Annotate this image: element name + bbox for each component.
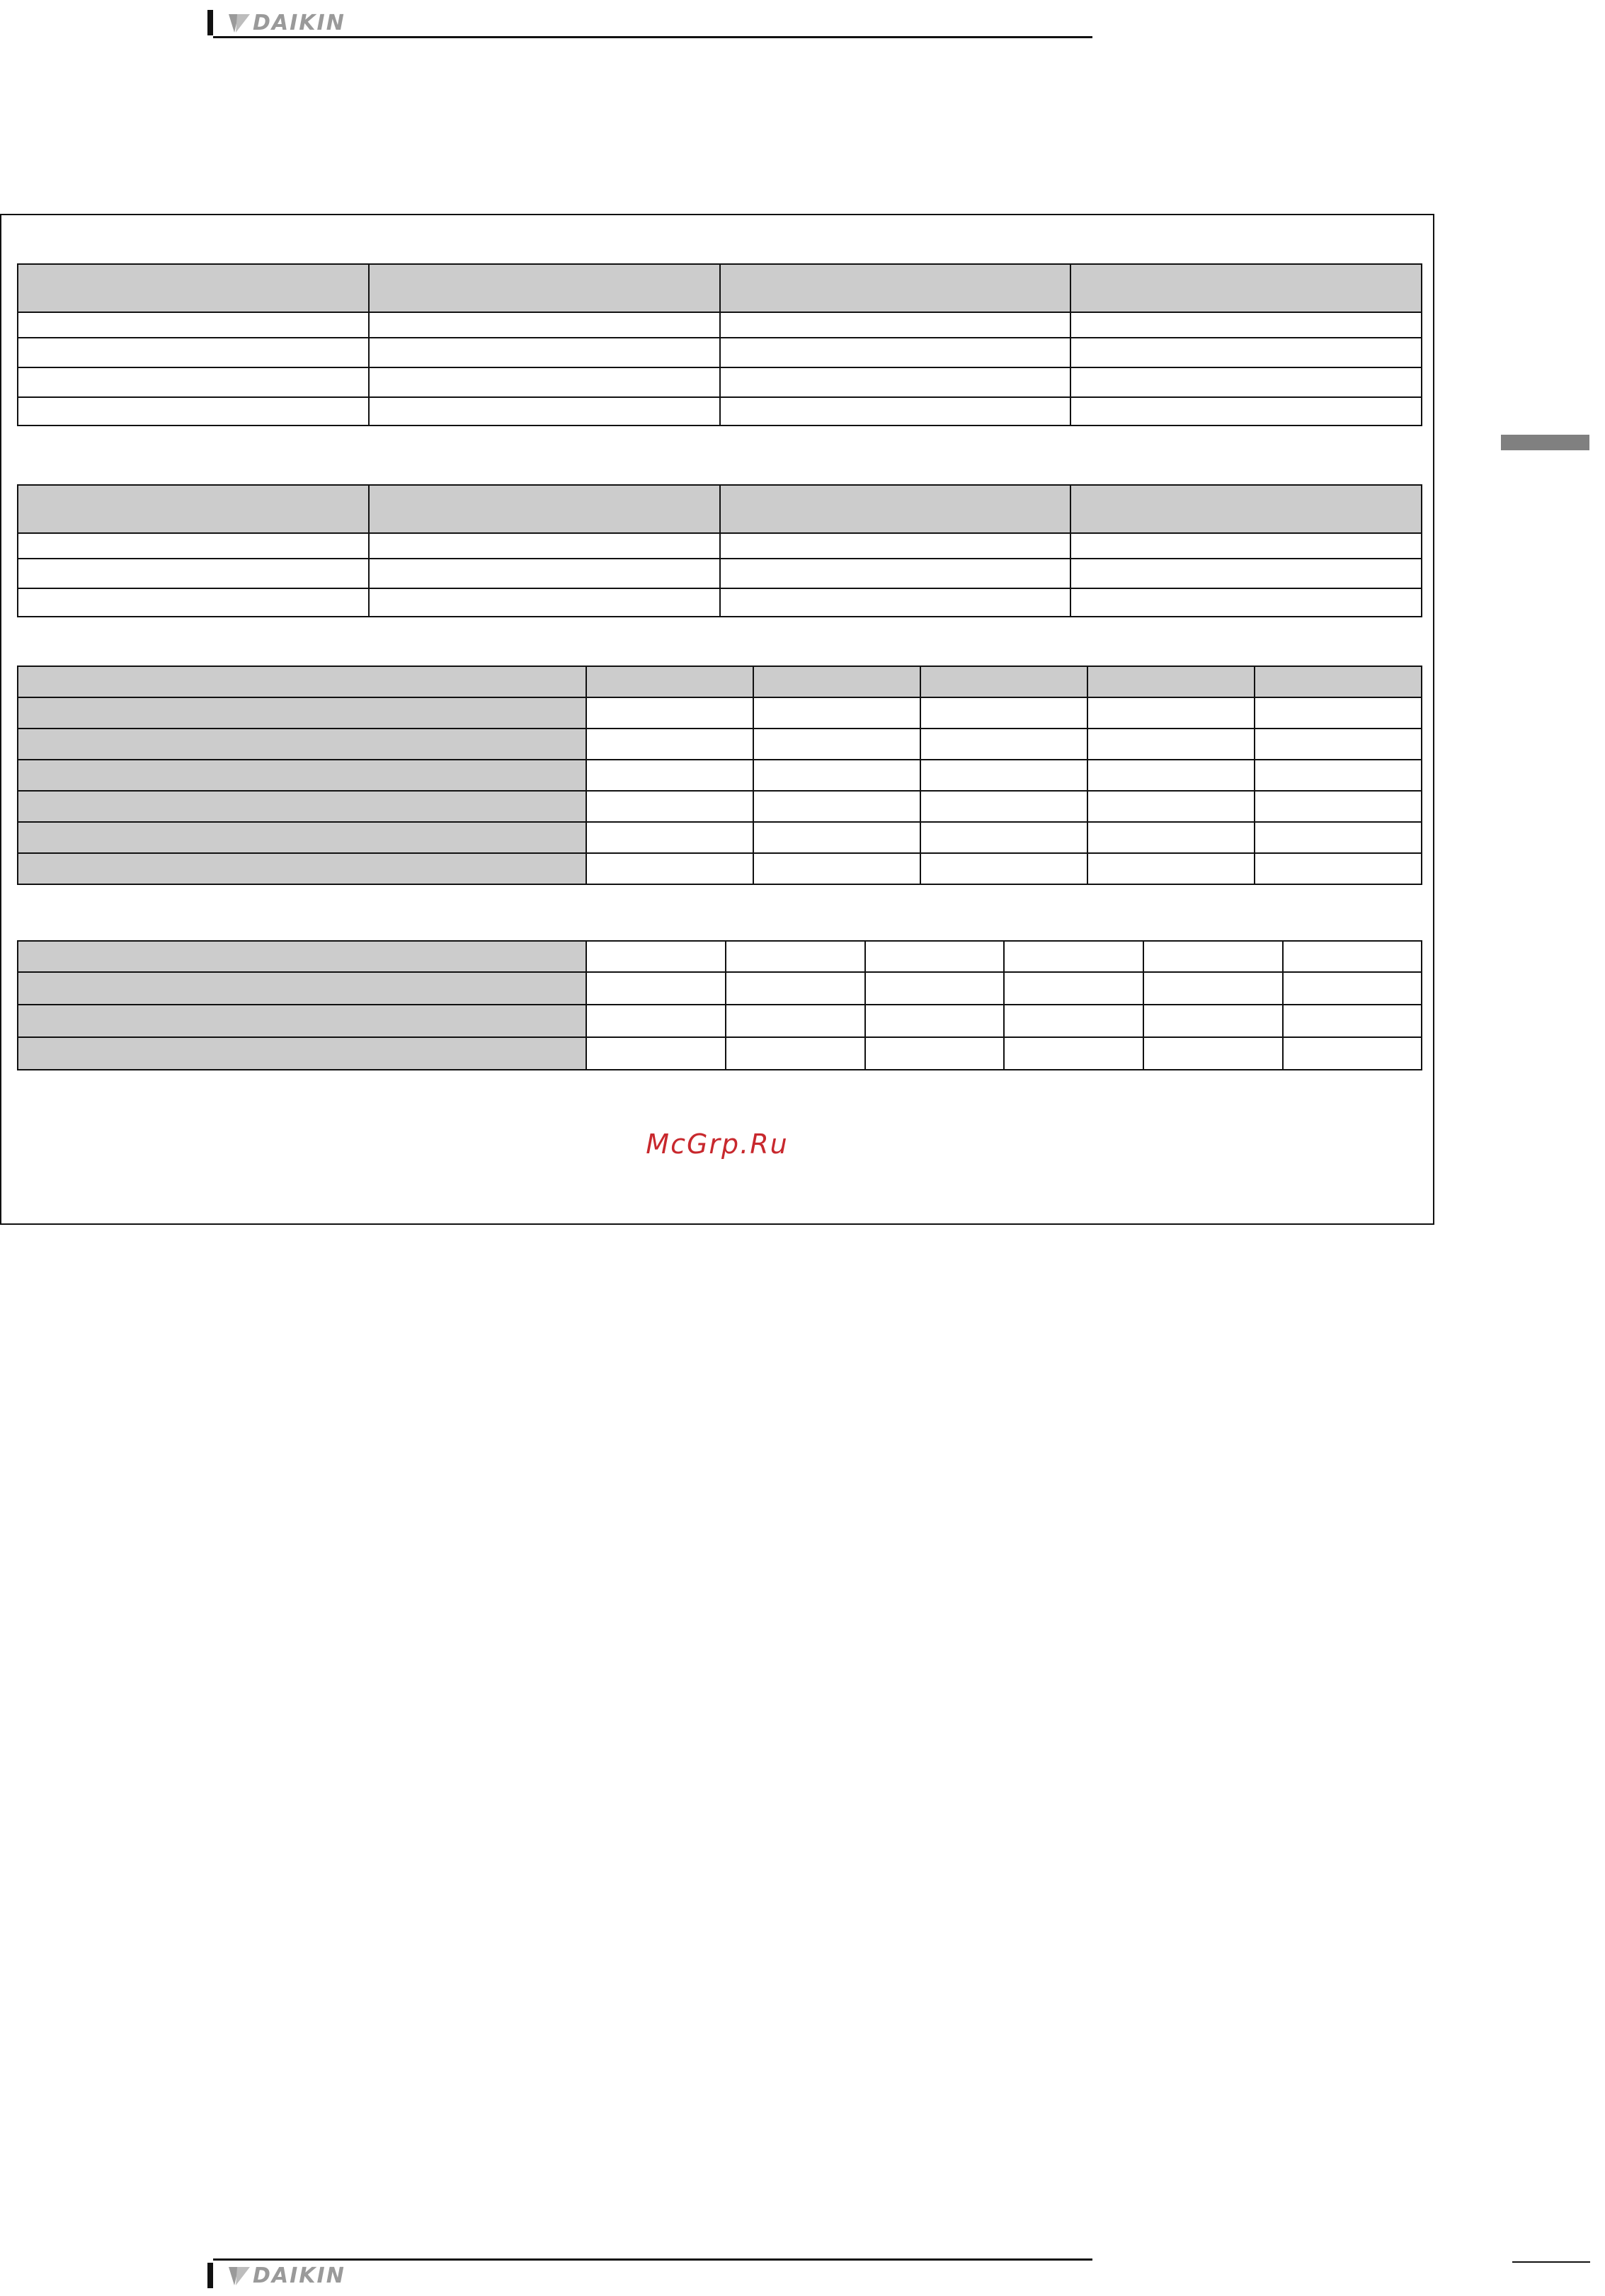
table-cell <box>720 367 1071 397</box>
table-cell <box>1070 312 1422 338</box>
header-cell <box>1087 666 1255 697</box>
header-brand-text: DAIKIN <box>253 11 345 35</box>
header-cell <box>369 485 720 533</box>
daikin-logo <box>229 11 345 35</box>
table-cell <box>369 397 720 425</box>
header-cell <box>1255 666 1422 697</box>
table-cell <box>18 338 369 367</box>
table-cell <box>753 822 920 853</box>
table-cell <box>1087 822 1255 853</box>
table-cell <box>720 588 1071 617</box>
table-cell <box>1070 338 1422 367</box>
table-cell <box>18 559 369 588</box>
table-cell <box>1004 1005 1143 1037</box>
table-cell <box>1255 729 1422 760</box>
row-label-cell <box>18 822 586 853</box>
table-cell <box>753 729 920 760</box>
table-cell <box>369 367 720 397</box>
table-cell <box>586 1037 726 1070</box>
footer-bar-mark <box>207 2263 213 2288</box>
table-cell <box>920 729 1087 760</box>
page-number-rule <box>1512 2261 1590 2263</box>
table-cell <box>18 367 369 397</box>
table-row <box>18 853 1422 884</box>
table-cell <box>369 559 720 588</box>
table-cell <box>1087 791 1255 822</box>
table-row <box>18 367 1422 397</box>
table-cell <box>18 312 369 338</box>
table-cell <box>865 941 1005 972</box>
header-brand-bar <box>207 10 1092 38</box>
table-cell <box>753 760 920 791</box>
table-row <box>18 559 1422 588</box>
table-cell <box>369 588 720 617</box>
row-label-cell <box>18 853 586 884</box>
header-cell <box>920 666 1087 697</box>
daikin-logo-icon <box>229 13 250 34</box>
spec-table-1 <box>17 263 1422 426</box>
table-cell <box>920 760 1087 791</box>
footer-brand-text: DAIKIN <box>253 2263 345 2288</box>
table-cell <box>586 853 753 884</box>
table-cell <box>1283 1005 1422 1037</box>
table-cell <box>920 853 1087 884</box>
header-cell <box>1070 264 1422 312</box>
table-cell <box>586 941 726 972</box>
table-row <box>18 312 1422 338</box>
table-row <box>18 588 1422 617</box>
header-cell <box>586 666 753 697</box>
header-cell <box>720 485 1071 533</box>
table-cell <box>369 338 720 367</box>
table-cell <box>586 729 753 760</box>
table-row <box>18 697 1422 729</box>
daikin-logo-icon <box>229 2266 250 2287</box>
table-cell <box>1070 533 1422 559</box>
header-bar-mark <box>207 10 213 35</box>
table-cell <box>726 941 865 972</box>
row-label-cell <box>18 972 586 1005</box>
table-cell <box>586 1005 726 1037</box>
table-cell <box>1070 367 1422 397</box>
table-cell <box>920 822 1087 853</box>
table-cell <box>1143 941 1283 972</box>
table-cell <box>1255 791 1422 822</box>
content-frame <box>0 214 1434 1225</box>
header-rule <box>213 36 1092 38</box>
header-cell <box>753 666 920 697</box>
header-cell <box>18 941 586 972</box>
table-cell <box>18 397 369 425</box>
footer-rule <box>213 2258 1092 2261</box>
row-label-cell <box>18 729 586 760</box>
header-cell <box>18 485 369 533</box>
table-cell <box>1255 853 1422 884</box>
table-cell <box>586 822 753 853</box>
table-cell <box>753 853 920 884</box>
table-cell <box>1004 972 1143 1005</box>
table-header-row <box>18 264 1422 312</box>
table-cell <box>1283 1037 1422 1070</box>
table-cell <box>720 397 1071 425</box>
table-row <box>18 760 1422 791</box>
table-cell <box>720 312 1071 338</box>
table-row <box>18 729 1422 760</box>
table-cell <box>753 697 920 729</box>
table-cell <box>369 533 720 559</box>
table-header-row <box>18 666 1422 697</box>
table-cell <box>1070 588 1422 617</box>
table-cell <box>1143 1037 1283 1070</box>
table-row <box>18 533 1422 559</box>
table-cell <box>586 972 726 1005</box>
table-cell <box>753 791 920 822</box>
table-row <box>18 822 1422 853</box>
table-cell <box>720 559 1071 588</box>
table-cell <box>1087 853 1255 884</box>
table-row <box>18 397 1422 425</box>
table-cell <box>1143 972 1283 1005</box>
table-cell <box>586 697 753 729</box>
table-cell <box>1255 697 1422 729</box>
table-cell <box>920 697 1087 729</box>
table-cell <box>1283 972 1422 1005</box>
table-row <box>18 791 1422 822</box>
table-cell <box>726 1005 865 1037</box>
row-label-cell <box>18 760 586 791</box>
header-cell <box>18 264 369 312</box>
watermark-text: McGrp.Ru <box>646 1129 789 1160</box>
header-cell <box>720 264 1071 312</box>
table-cell <box>1087 760 1255 791</box>
table-cell <box>865 1037 1005 1070</box>
table-row <box>18 1005 1422 1037</box>
row-label-cell <box>18 1005 586 1037</box>
table-cell <box>865 972 1005 1005</box>
table-header-row <box>18 485 1422 533</box>
spec-table-3 <box>17 666 1422 885</box>
table-cell <box>1087 729 1255 760</box>
section-side-tab <box>1501 435 1589 450</box>
table-cell <box>920 791 1087 822</box>
table-cell <box>586 760 753 791</box>
table-cell <box>1143 1005 1283 1037</box>
table-cell <box>369 312 720 338</box>
table-cell <box>1283 941 1422 972</box>
table-cell <box>1070 397 1422 425</box>
table-cell <box>586 791 753 822</box>
table-header-row <box>18 941 1422 972</box>
spec-table-2 <box>17 484 1422 617</box>
table-cell <box>18 588 369 617</box>
table-cell <box>720 533 1071 559</box>
table-row <box>18 338 1422 367</box>
daikin-logo <box>229 2264 345 2288</box>
table-cell <box>1255 822 1422 853</box>
header-cell <box>18 666 586 697</box>
table-cell <box>18 533 369 559</box>
table-row <box>18 1037 1422 1070</box>
table-cell <box>726 1037 865 1070</box>
row-label-cell <box>18 1037 586 1070</box>
table-cell <box>1004 1037 1143 1070</box>
header-cell <box>1070 485 1422 533</box>
header-cell <box>369 264 720 312</box>
table-cell <box>1255 760 1422 791</box>
row-label-cell <box>18 791 586 822</box>
footer-brand-bar <box>207 2258 1092 2287</box>
table-cell <box>720 338 1071 367</box>
table-cell <box>1004 941 1143 972</box>
table-cell <box>1070 559 1422 588</box>
spec-table-4 <box>17 940 1422 1070</box>
table-cell <box>865 1005 1005 1037</box>
table-cell <box>726 972 865 1005</box>
table-row <box>18 972 1422 1005</box>
table-cell <box>1087 697 1255 729</box>
row-label-cell <box>18 697 586 729</box>
